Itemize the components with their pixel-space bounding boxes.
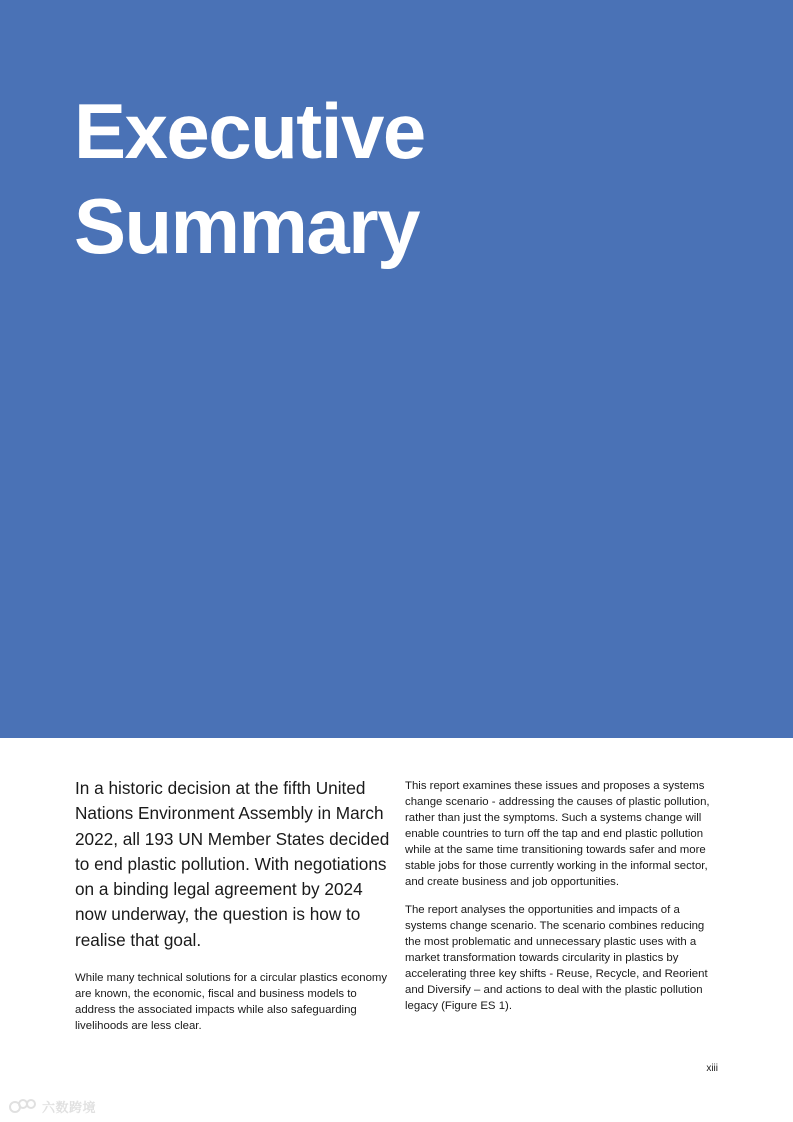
watermark-logo-icon bbox=[8, 1097, 38, 1115]
left-body-paragraph: While many technical solutions for a circular plastics economy are known, the economic, fiscal and business models to address the associated impacts while also safeguarding livelihoods are less clear. bbox=[75, 972, 388, 1033]
title-line-1: Executive bbox=[74, 87, 425, 175]
page-number: xiii bbox=[706, 1063, 718, 1074]
title-line-2: Summary bbox=[74, 182, 419, 270]
right-paragraph-2: The report analyses the opportunities and impacts of a systems change scenario. The scenario combines reducing the most problematic and unnecessary plastic uses with a market transformation towards circularity in plastics by accelerating three key shifts - Reuse, Recycle, and Reorient and Diversify – and actions to deal with the plastic pollution legacy (Figure ES 1). bbox=[405, 904, 708, 1012]
watermark bbox=[8, 1096, 108, 1116]
watermark-text: 六数跨境 bbox=[42, 1099, 97, 1115]
page-title bbox=[74, 84, 425, 274]
right-column bbox=[405, 778, 717, 1014]
right-paragraph-1: This report examines these issues and proposes a systems change scenario - addressing the causes of plastic pollution, rather than just the symptoms. Such a systems change will enable countries to turn off the tap and end plastic pollution while at the same time transitioning towards safer and more stable jobs for those currently working in the informal sector, and create business and job opportunities. bbox=[405, 780, 710, 888]
left-column bbox=[75, 776, 393, 1034]
lead-paragraph: In a historic decision at the fifth United Nations Environment Assembly in March 2022, all 193 UN Member States decided to end plastic pollution. With negotiations on a binding legal agreement by 2024 now underway, the question is how to realise that goal. bbox=[75, 778, 390, 950]
